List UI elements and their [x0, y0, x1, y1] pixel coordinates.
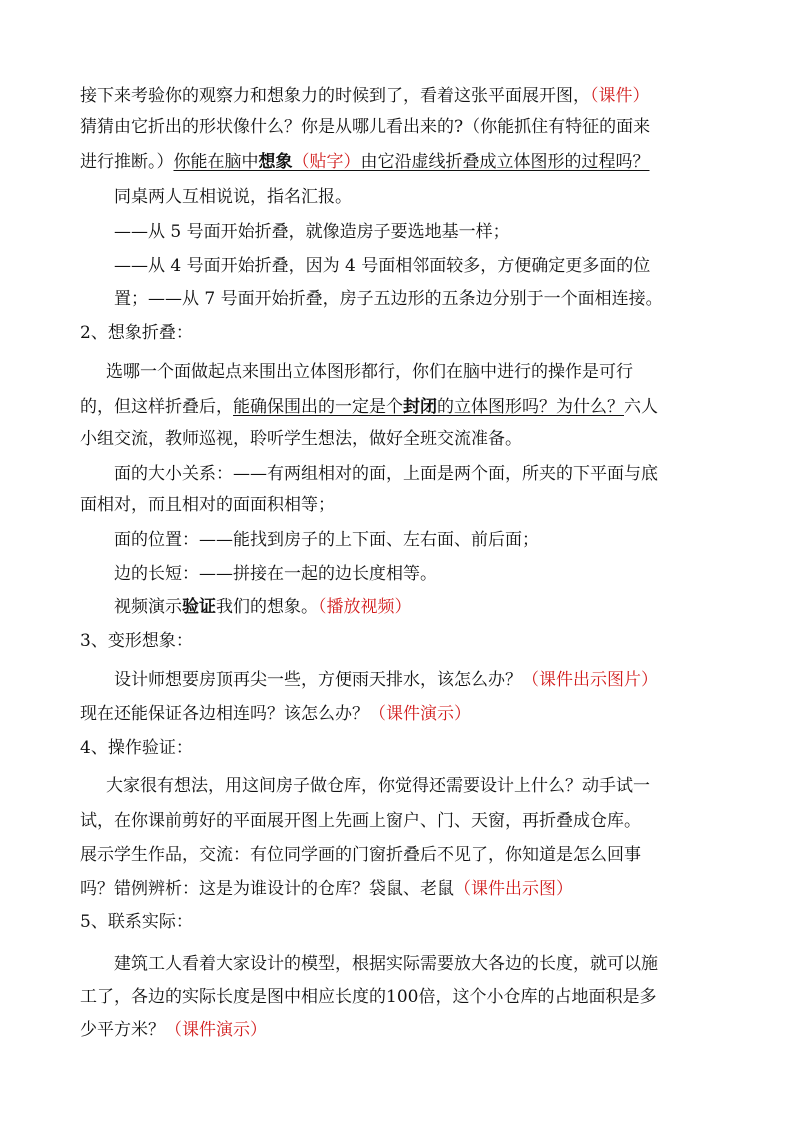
section2-line5: 面相对，而且相对的面面积相等； [80, 495, 335, 515]
text-span: 的，但这样折叠后， [80, 397, 233, 417]
underlined-question [233, 397, 624, 417]
section2-line8 [114, 596, 412, 618]
annotation-courseware: （课件） [590, 86, 650, 106]
section4-line1: 大家很有想法，用这间房子做仓库，你觉得还需要设计上什么？动手试一 [106, 776, 650, 796]
section4-line2: 试，在你课前剪好的平面展开图上先画上窗户、门、天窗，再折叠成仓库。 [80, 811, 641, 831]
annotation-demo: （课件演示） [369, 704, 471, 724]
text-span: 吗？错例辨析：这是为谁设计的仓库？袋鼠、老鼠 [80, 879, 454, 899]
section2-line6: 面的位置：——能找到房子的上下面、左右面、前后面； [114, 530, 539, 550]
section2-line4: 面的大小关系：——有两组相对的面，上面是两个面，所夹的下平面与底 [114, 464, 658, 484]
underlined-question [174, 152, 650, 172]
text-span: 视频演示 [114, 597, 182, 617]
bold-keyword-verify: 验证 [182, 597, 216, 617]
section3-heading: 3、变形想象： [80, 631, 193, 651]
text-span: 少平方米？ [80, 1020, 165, 1040]
bold-keyword-imagine: 想象 [258, 152, 293, 172]
para1-line3 [80, 151, 650, 173]
section4-heading: 4、操作验证： [80, 738, 193, 758]
text-span: 的立体图形吗？为什么？ [437, 397, 624, 417]
section2-line7: 边的长短：——拼接在一起的边长度相等。 [114, 564, 437, 584]
text-span: 六人 [624, 397, 658, 417]
text-span: 进行推断。） [80, 152, 174, 172]
para1-line5: ——从 5 号面开始折叠，就像造房子要选地基一样； [114, 222, 510, 242]
para1-line6: ——从 4 号面开始折叠，因为 4 号面相邻面较多，方便确定更多面的位 [114, 256, 651, 276]
section4-line3: 展示学生作品，交流：有位同学画的门窗折叠后不见了，你知道是怎么回事 [80, 845, 641, 865]
text-span: 设计师想要房顶再尖一些，方便雨天排水，该怎么办？ [114, 670, 522, 690]
para1-line4: 同桌两人互相说说，指名汇报。 [114, 187, 352, 207]
section2-line2 [80, 396, 658, 418]
section2-line3: 小组交流，教师巡视，聆听学生想法，做好全班交流准备。 [80, 429, 522, 449]
annotation-show-picture: （课件出示图片） [522, 670, 658, 690]
text-span: 你能在脑中 [173, 152, 259, 172]
section4-line4 [80, 878, 573, 900]
text-span: 现在还能保证各边相连吗？该怎么办？ [80, 704, 369, 724]
section3-line1 [114, 669, 658, 691]
text-span: 能确保围出的一定是个 [233, 397, 403, 417]
section5-heading: 5、联系实际： [80, 912, 193, 932]
text-span: 由它沿虚线折叠成立体图形的过程吗？ [360, 152, 650, 172]
section5-line2: 工了，各边的实际长度是图中相应长度的100倍，这个小仓库的占地面积是多 [80, 987, 657, 1007]
section3-line2 [80, 703, 471, 725]
section2-heading: 2、想象折叠： [80, 323, 193, 343]
annotation-demo: （课件演示） [165, 1020, 267, 1040]
text-span: 我们的想象。 [216, 597, 318, 617]
annotation-sticker: （贴字） [292, 152, 361, 172]
section5-line1: 建筑工人看着大家设计的模型，根据实际需要放大各边的长度，就可以施 [114, 954, 658, 974]
para1-line2: 猜猜由它折出的形状像什么？你是从哪儿看出来的?（你能抓住有特征的面来 [80, 117, 651, 137]
annotation-show-figure: （课件出示图） [454, 879, 573, 899]
annotation-video: （播放视频） [318, 597, 412, 617]
bold-keyword-closed: 封闭 [403, 397, 437, 417]
section2-line1: 选哪一个面做起点来围出立体图形都行，你们在脑中进行的操作是可行 [106, 362, 633, 382]
text-span: 接下来考验你的观察力和想象力的时候到了，看着这张平面展开图， [80, 86, 590, 106]
section5-line3 [80, 1019, 267, 1041]
para1-line1 [80, 85, 650, 107]
para1-line7: 置；——从 7 号面开始折叠，房子五边形的五条边分别于一个面相连接。 [114, 289, 663, 309]
